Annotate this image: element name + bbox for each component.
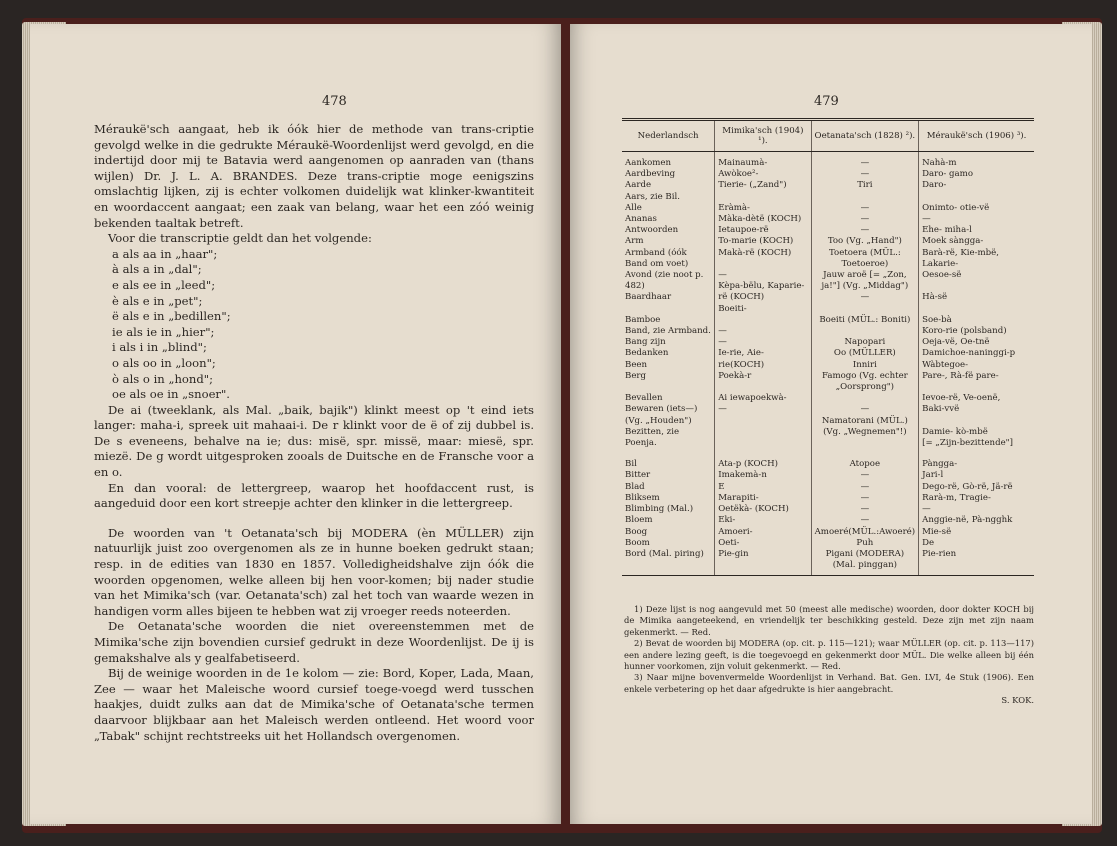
table-cell: Nahà-m Daro- gamo Daro- Onimto- otie-vë — Ehe- miha-l Moek sàngga- Barà-rë, Kie-mbë, Lakarie- Oesoe-së Hà-së Soe-bà Koro-rie (polsband) Oeja-vë, Oe-tnë Damichoe-naninggi-p Wàbtegoe- Pare-, Rà-fë pare- Ievoe-rë, Ve-oenë, Baki-vvë Damie- kò-mbë [= „Zijn-bezittende"] xyxy=(919,152,1034,450)
transcription-rule: o als oo in „loon"; xyxy=(112,355,216,370)
transcription-rule: ë als e in „bedillen"; xyxy=(112,309,231,324)
paragraph: Méraukë'sch aangaat, heb ik óók hier de methode van trans-criptie gevolgd welke in die gedrukte Méraukë-Woordenlijst werd gevolgd, en die indertijd door mij te Batavia werd aangenomen op aanraden van (thans wijlen) Dr. J. L. A. BRANDES. Deze trans-criptie moge eenigszins omslachtig lijken, zij is echter volkomen duidelijk wat klinker-kwantiteit en woordaccent aangaat; een zaak van belang, waar het een zóó weinig bekenden taaltak betreft. xyxy=(94,122,534,230)
left-page xyxy=(30,24,561,824)
table-cell: — — Tiri — — — Too (Vg. „Hand") Toetoera (MÜL.: Toetoeroe) Jauw aroë [= „Zon, ja!"] (Vg. „Middag") — Boeiti (MÜL.: Boniti) Napopari Oo (MÜLLER) Inniri Famogo (Vg. echter „Oorsprong") — Namatorani (MÜL.) (Vg. „Wegnemen"!) xyxy=(811,152,919,450)
page-number: 479 xyxy=(814,94,839,109)
left-page-text xyxy=(94,122,534,744)
column-header: Mimika'sch (1904) ¹). xyxy=(715,120,811,152)
transcription-rule: oe als oe in „snoer". xyxy=(112,387,230,402)
table-row xyxy=(622,152,1034,450)
signature: S. KOK. xyxy=(1001,695,1034,706)
table-cell: Ata-p (KOCH) Imakemà-n E Marapiti- Oetëkà- (KOCH) Eki- Amoeri- Oeti- Pie-gin xyxy=(715,449,811,576)
table-cell: Atopoe — — — — — Amoeré(MÜL.:Awoeré) Puh Pigani (MODERA) (Mal. pinggan) xyxy=(811,449,919,576)
table-row xyxy=(622,449,1034,576)
transcription-rule: ie als ie in „hier"; xyxy=(112,324,215,339)
table-cell: Aankomen Aardbeving Aarde Aars, zie Bil. Alle Ananas Antwoorden Arm Armband (óók Band om voet) Avond (zie noot p. 482) Baardhaar Bamboe Band, zie Armband. Bang zijn Bedanken Been Berg Bevallen Bewaren (iets—) (Vg. „Houden") Bezitten, zie Poenja. xyxy=(625,158,711,449)
footnote: 3) Naar mijne bovenvermelde Woordenlijst in Verhand. Bat. Gen. LVI, 4e Stuk (1906). Een enkele verbetering op het daar afgedrukte is hier aangebracht. xyxy=(624,672,1034,694)
paragraph: De ai (tweeklank, als Mal. „baik, bajik") klinkt meest op 't eind iets langer: maha-i, spreek uit mahaai-i. De r klinkt voor de ë of zij dubbel is. De s eveneens, behalve na ie; dus: misë, spr. missë, maar: miesë, spr. miezë. De g wordt uitgesproken zooals de Duitsche en de Fransche voor a en o. xyxy=(94,402,534,480)
transcription-rule: à als a in „dal"; xyxy=(112,262,202,277)
table-cell: Bil Bitter Blad Bliksem Blimbing (Mal.) Bloem Boog Boom Bord (Mal. piring) xyxy=(622,449,715,576)
column-header: Nederlandsch xyxy=(622,120,715,152)
transcription-rule: è als e in „pet"; xyxy=(112,293,203,308)
footnote: 2) Bevat de woorden bij MODERA (op. cit. p. 115—121); waar MÜLLER (op. cit. p. 113—117) een andere lezing geeft, is die toegevoegd en gekenmerkt door MÜL. Die welke alleen bij één hunner voorkomen, zijn voluit gekenmerkt. — Red. xyxy=(624,638,1034,672)
paragraph: De Oetanata'sche woorden die niet overeenstemmen met de Mimika'sche zijn bovendien cursief gedrukt in deze Woordenlijst. De ij is gemakshalve als y gealfabetiseerd. xyxy=(94,619,534,665)
paragraph: De woorden van 't Oetanata'sch bij MODERA (èn MÜLLER) zijn natuurlijk juist zoo overgenomen als ze in hunne boeken gedrukt staan; resp. in de edities van 1830 en 1857. Volledigheidshalve zijn óók die woorden opgenomen, welke alleen bij hen voor-komen; bij nader studie van het Mimika'sch (var. Oetanata'sch) zal het toch van waarde wezen in handigen vorm alles bijeen te hebben wat zij vroeger reeds noteerden. xyxy=(94,525,534,618)
table-cell: Mainaumà- Awòkoe²- Tierie- („Zand") Eràmà- Màka-dètë (KOCH) Ietaupoe-rë To-marie (KOCH) Makà-rë (KOCH) — Kèpa-bëlu, Kaparie-rë (KOCH) Boeiti- — — Ie-rie, Aie-rie(KOCH) Poekà-r Ai iewapoekwà- — xyxy=(715,152,811,450)
transcription-rule: ò als o in „hond"; xyxy=(112,371,214,386)
footnote: 1) Deze lijst is nog aangevuld met 50 (meest alle medische) woorden, door dokter KOCH bij de Mimika aangeteekend, en vriendelijk ter beschikking gesteld. Deze zijn met zijn naam gekenmerkt. — Red. xyxy=(624,604,1034,637)
transcription-rule: i als i in „blind"; xyxy=(112,340,207,355)
book xyxy=(22,18,1102,833)
paragraph: Voor die transcriptie geldt dan het volgende: xyxy=(108,231,372,246)
transcription-rule: a als aa in „haar"; xyxy=(112,246,218,261)
footnotes xyxy=(624,604,1034,707)
table-cell: Pàngga- Jari-l Dego-rë, Gò-rë, Jä-rë Rarà-m, Tragie- — Anggie-në, Pà-ngghk Mie-së De Pie-rien xyxy=(919,449,1034,576)
paragraph-gap xyxy=(94,512,534,526)
column-header: Méraukë'sch (1906) ³). xyxy=(919,120,1034,152)
table-header-row xyxy=(622,120,1034,152)
page-number: 478 xyxy=(322,94,347,109)
column-header: Oetanata'sch (1828) ²). xyxy=(811,120,919,152)
paragraph: En dan vooral: de lettergreep, waarop het hoofdaccent rust, is aangeduid door een kort streepje achter den klinker in die lettergreep. xyxy=(94,480,534,511)
word-list-table xyxy=(622,118,1034,576)
transcription-rule: e als ee in „leed"; xyxy=(112,277,216,292)
paragraph: Bij de weinige woorden in de 1e kolom — zie: Bord, Koper, Lada, Maan, Zee — waar het Maleische woord cursief toege-voegd werd tusschen haakjes, duidt zulks aan dat de Mimika'sche of Oetanata'sche termen daarvoor blijkbaar aan het Maleisch werden ontleend. Het woord voor „Tabak" schijnt rechtstreeks uit het Hollandsch overgenomen. xyxy=(94,666,534,743)
right-page xyxy=(570,24,1092,824)
